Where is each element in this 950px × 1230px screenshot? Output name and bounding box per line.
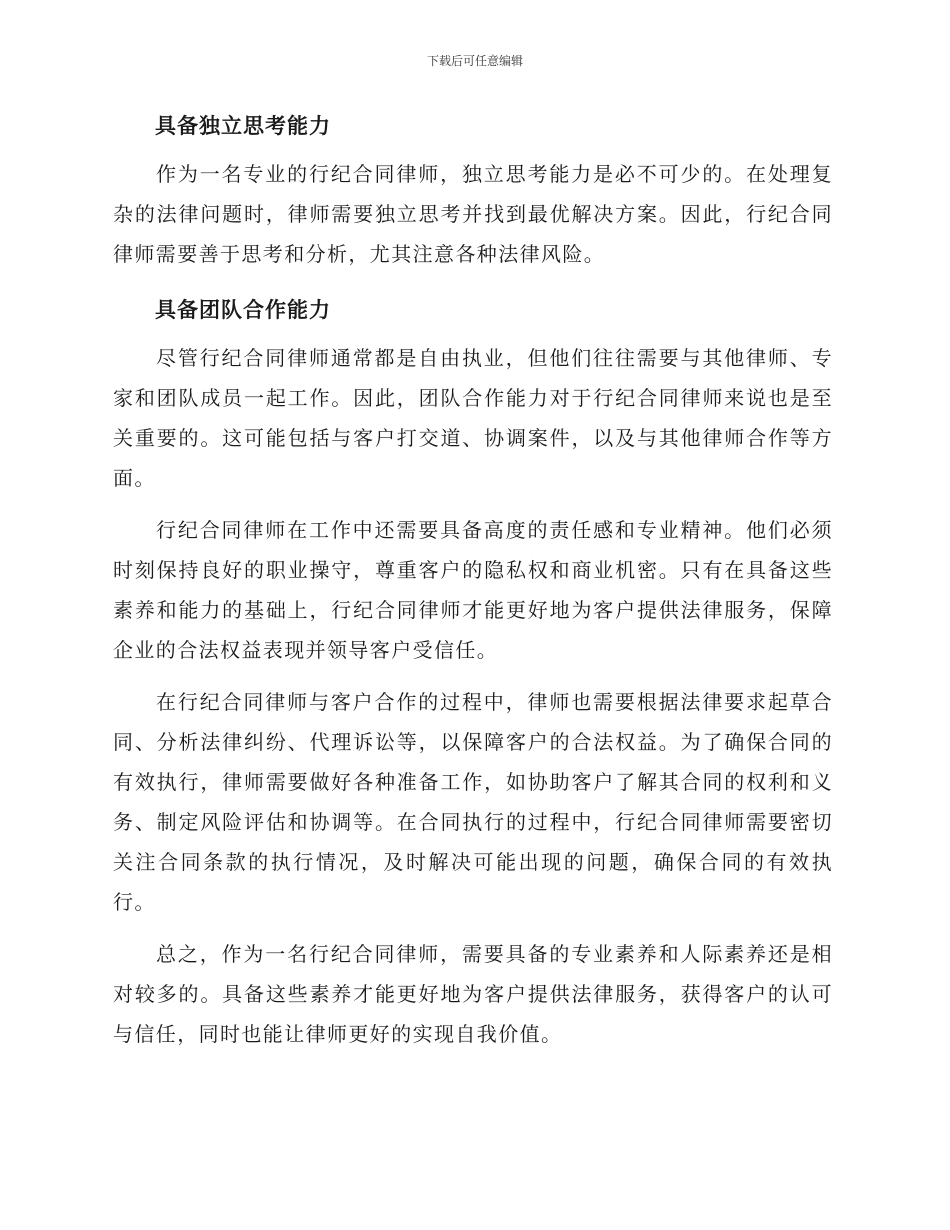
paragraph-independent-thinking: 作为一名专业的行纪合同律师，独立思考能力是必不可少的。在处理复杂的法律问题时，律师需要独立思考并找到最优解决方案。因此，行纪合同律师需要善于思考和分析，尤其注意各种法律风险。 <box>113 162 833 266</box>
section-heading-teamwork: 具备团队合作能力 <box>155 298 331 322</box>
page-header: 下载后可任意编辑 <box>426 54 523 68</box>
paragraph-teamwork: 尽管行纪合同律师通常都是自由执业，但他们往往需要与其他律师、专家和团队成员一起工作。因此，团队合作能力对于行纪合同律师来说也是至关重要的。这可能包括与客户打交道、协调案件，以及与其他律师合作等方面。 <box>113 346 833 490</box>
paragraph-responsibility: 行纪合同律师在工作中还需要具备高度的责任感和专业精神。他们必须时刻保持良好的职业操守，尊重客户的隐私权和商业机密。只有在具备这些素养和能力的基础上，行纪合同律师才能更好地为客户提供法律服务，保障企业的合法权益表现并领导客户受信任。 <box>113 518 833 662</box>
paragraph-conclusion: 总之，作为一名行纪合同律师，需要具备的专业素养和人际素养还是相对较多的。具备这些素养才能更好地为客户提供法律服务，获得客户的认可与信任，同时也能让律师更好的实现自我价值。 <box>113 942 833 1046</box>
section-heading-independent-thinking: 具备独立思考能力 <box>155 114 331 138</box>
document-body <box>113 108 833 1054</box>
paragraph-client-cooperation: 在行纪合同律师与客户合作的过程中，律师也需要根据法律要求起草合同、分析法律纠纷、代理诉讼等，以保障客户的合法权益。为了确保合同的有效执行，律师需要做好各种准备工作，如协助客户了解其合同的权利和义务、制定风险评估和协调等。在合同执行的过程中，行纪合同律师需要密切关注合同条款的执行情况，及时解决可能出现的问题，确保合同的有效执行。 <box>113 690 833 914</box>
